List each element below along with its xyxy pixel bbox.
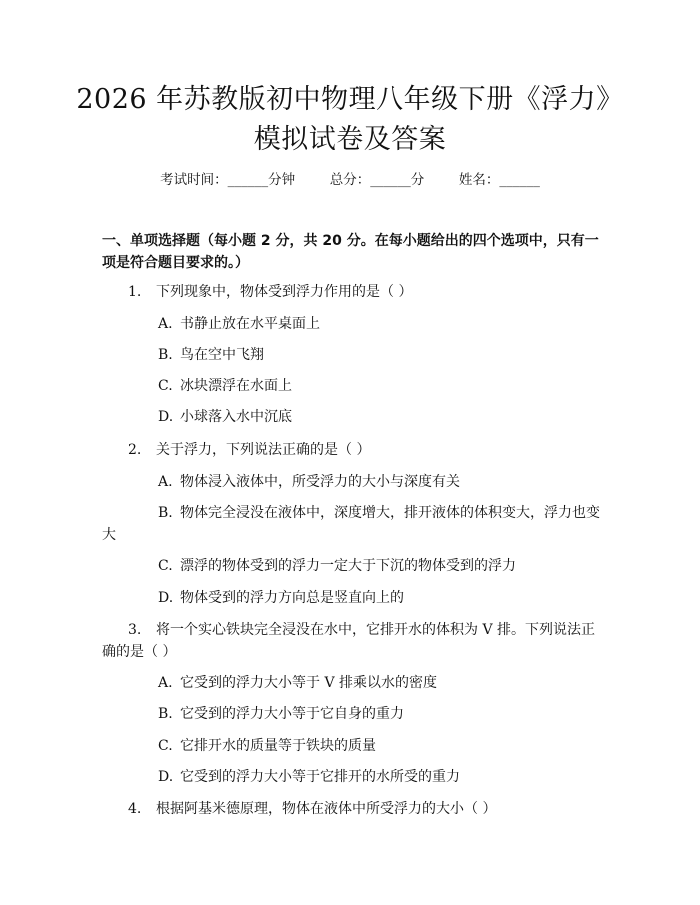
option-3c: C. 它排开水的质量等于铁块的质量 <box>158 738 376 754</box>
score-blank: ______ <box>370 172 411 188</box>
time-blank: ______ <box>227 172 269 188</box>
question-number: 2. <box>128 442 142 458</box>
question-number: 3. <box>128 622 142 638</box>
question-text: 将一个实心铁块完全浸没在水中，它排开水的体积为 V 排。下列说法正确的是（ ） <box>102 622 596 660</box>
option-3b: B. 它受到的浮力大小等于它自身的重力 <box>158 706 404 722</box>
option-2c: C. 漂浮的物体受到的浮力一定大于下沉的物体受到的浮力 <box>158 558 516 574</box>
question-1 <box>102 281 602 303</box>
question-3 <box>102 619 602 663</box>
option-1a: A. 书静止放在水平桌面上 <box>158 316 320 332</box>
question-2 <box>102 439 602 461</box>
question-text: 关于浮力，下列说法正确的是（ ） <box>156 442 371 458</box>
question-number: 1. <box>128 284 142 300</box>
option-2b: B. 物体完全浸没在液体中，深度增大，排开液体的体积变大，浮力也变大 <box>102 505 600 543</box>
question-4 <box>102 798 602 820</box>
page-title: 2026 年苏教版初中物理八年级下册《浮力》 <box>76 84 624 115</box>
name-label: 姓名： <box>458 172 500 188</box>
time-label: 考试时间： <box>160 172 228 188</box>
option-3d: D. 它受到的浮力大小等于它排开的水所受的重力 <box>158 769 460 785</box>
page-subtitle: 模拟试卷及答案 <box>253 124 447 155</box>
score-label: 总分： <box>329 172 371 188</box>
exam-meta <box>0 168 700 188</box>
section-heading: 一、单项选择题（每小题 2 分，共 20 分。在每小题给出的四个选项中，只有一项是符合题目要求的。） <box>102 233 599 271</box>
question-text: 下列现象中，物体受到浮力作用的是（ ） <box>156 284 413 300</box>
option-3a: A. 它受到的浮力大小等于 V 排乘以水的密度 <box>158 675 438 691</box>
option-1b: B. 鸟在空中飞翔 <box>158 347 264 363</box>
question-number: 4. <box>128 801 142 817</box>
question-text: 根据阿基米德原理，物体在液体中所受浮力的大小（ ） <box>156 801 497 817</box>
name-blank: ______ <box>499 172 540 188</box>
option-1d: D. 小球落入水中沉底 <box>158 409 292 425</box>
time-unit: 分钟 <box>268 172 296 188</box>
score-unit: 分 <box>410 172 425 188</box>
option-1c: C. 冰块漂浮在水面上 <box>158 378 292 394</box>
option-2a: A. 物体浸入液体中，所受浮力的大小与深度有关 <box>158 474 460 490</box>
option-2d: D. 物体受到的浮力方向总是竖直向上的 <box>158 590 404 606</box>
